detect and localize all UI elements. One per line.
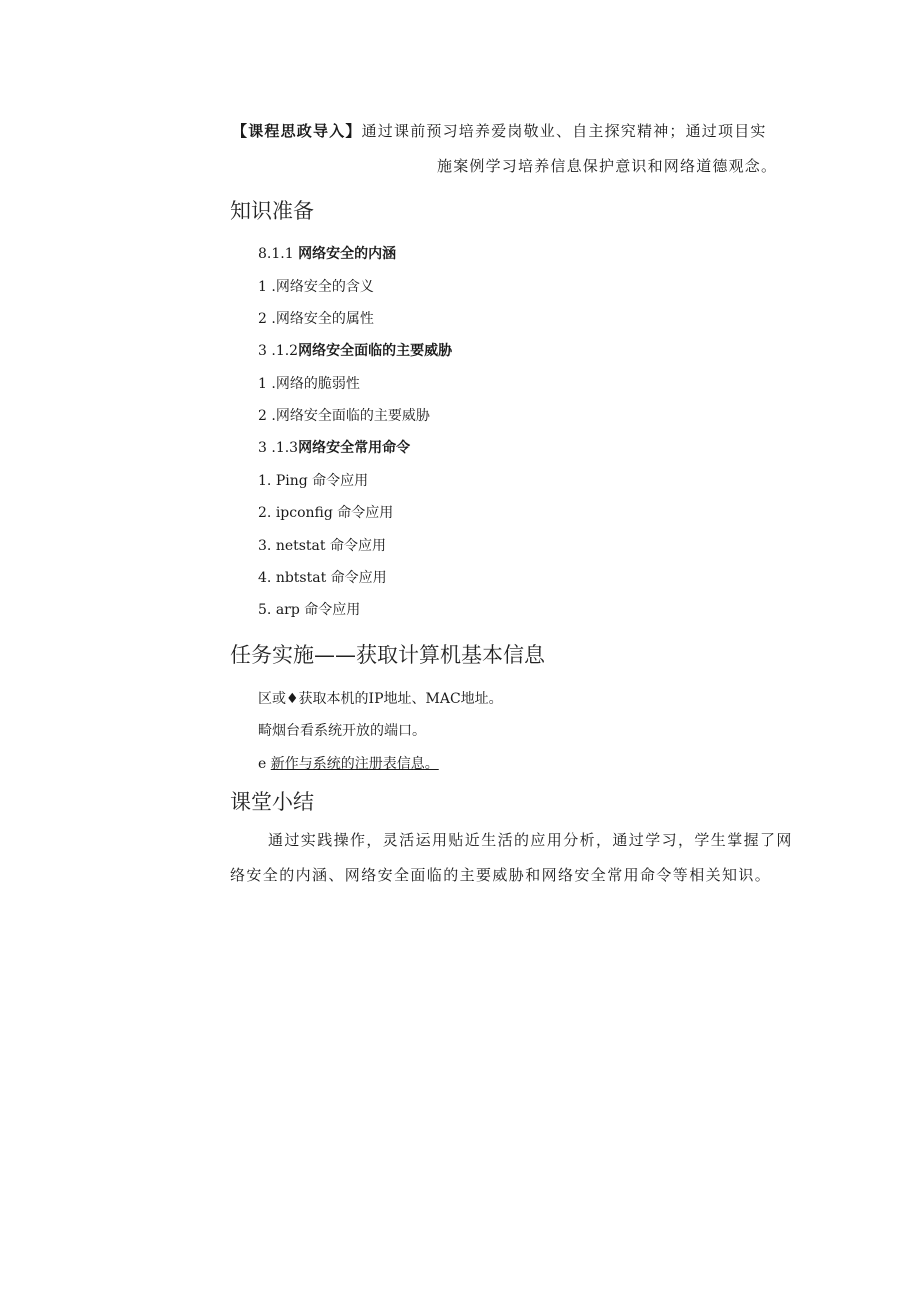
item-number: 2 — [258, 408, 267, 424]
item-text: .1.2 — [271, 343, 299, 359]
knowledge-item — [258, 535, 386, 555]
intro-line-1 — [232, 120, 802, 141]
item-bold-text: 网络安全常用命令 — [298, 440, 411, 456]
intro-text-1: 通过课前预习培养爱岗敬业、自主探究精神；通过项目实 — [361, 122, 767, 140]
knowledge-item — [258, 599, 360, 619]
item-text: .网络安全的含义 — [271, 279, 374, 295]
item-number: 3. — [258, 538, 272, 554]
item-number: 8.1.1 — [258, 246, 294, 262]
summary-line-1: 通过实践操作，灵活运用贴近生活的应用分析，通过学习，学生掌握了网 — [268, 831, 793, 849]
item-number: 2. — [258, 505, 272, 521]
knowledge-item — [258, 567, 387, 587]
knowledge-item — [258, 276, 374, 296]
knowledge-item — [258, 308, 374, 328]
knowledge-item — [258, 243, 396, 263]
task-item: 区或♦获取本机的IP地址、MAC地址。 — [258, 691, 503, 707]
heading-knowledge: 知识准备 — [230, 199, 314, 223]
item-number: 3 — [258, 343, 267, 359]
item-number: 1 — [258, 376, 267, 392]
heading-summary: 课堂小结 — [230, 790, 314, 814]
item-bold-text: 网络安全面临的主要威胁 — [298, 343, 453, 359]
item-text: netstat 命令应用 — [275, 538, 386, 554]
item-number: 1. — [258, 473, 272, 489]
item-number: 2 — [258, 311, 267, 327]
intro-line-2: 施案例学习培养信息保护意识和网络道德观念。 — [437, 157, 778, 175]
item-number: 5. — [258, 602, 272, 618]
item-number: 1 — [258, 279, 267, 295]
knowledge-item — [258, 502, 393, 522]
item-text: .1.3 — [271, 440, 299, 456]
item-text: .网络安全面临的主要威胁 — [271, 408, 430, 424]
heading-task: 任务实施——获取计算机基本信息 — [230, 643, 545, 667]
task-item-prefix: e — [258, 756, 267, 772]
item-text: .网络安全的属性 — [271, 311, 374, 327]
task-item — [258, 753, 439, 773]
knowledge-item — [258, 373, 360, 393]
item-text: 网络安全的内涵 — [298, 246, 397, 262]
knowledge-item — [258, 405, 430, 425]
item-text: Ping 命令应用 — [275, 473, 369, 489]
item-text: .网络的脆弱性 — [271, 376, 360, 392]
item-text: arp 命令应用 — [275, 602, 361, 618]
knowledge-item — [258, 470, 368, 490]
item-number: 3 — [258, 440, 267, 456]
intro-tag: 【课程思政导入】 — [232, 122, 362, 140]
item-text: ipconfig 命令应用 — [275, 505, 394, 521]
item-text: nbtstat 命令应用 — [275, 570, 387, 586]
task-item-text: 新作与系统的注册表信息。 — [270, 756, 439, 772]
knowledge-item — [258, 437, 410, 457]
task-item: 畸烟台看系统开放的端口。 — [258, 723, 426, 739]
knowledge-item — [258, 340, 452, 360]
item-number: 4. — [258, 570, 272, 586]
summary-line-2: 络安全的内涵、网络安全面临的主要威胁和网络安全常用命令等相关知识。 — [230, 866, 772, 884]
